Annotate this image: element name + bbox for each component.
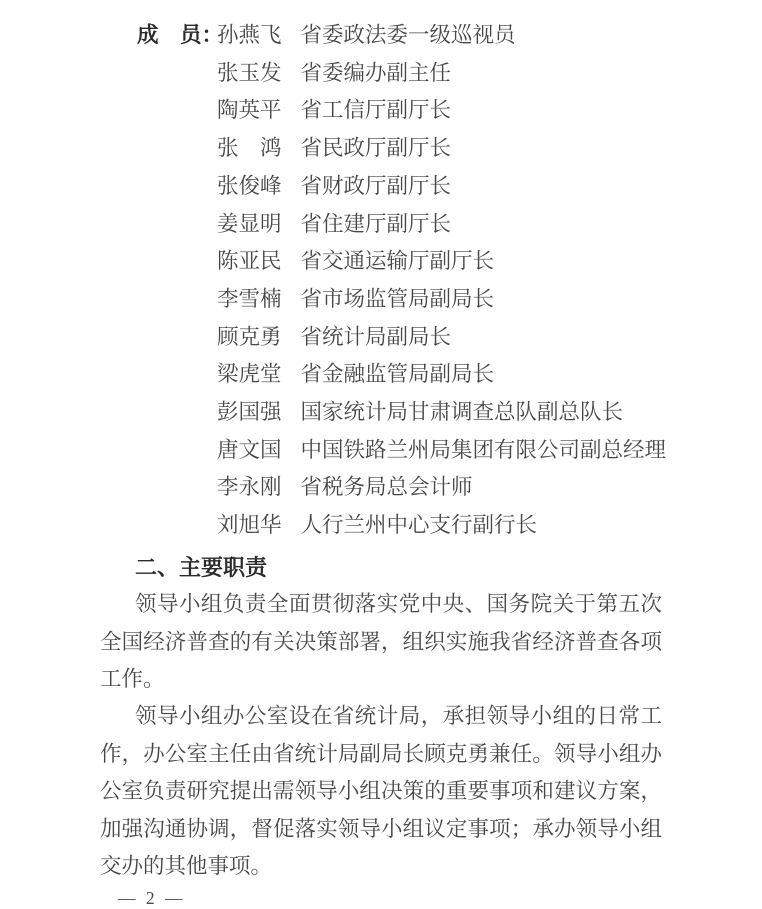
member-row xyxy=(217,168,662,206)
member-name: 陈亚民 xyxy=(217,249,282,274)
member-name: 姜显明 xyxy=(217,211,282,236)
member-title: 省金融监管局副局长 xyxy=(300,362,495,387)
member-title: 省财政厅副厅长 xyxy=(300,173,452,198)
member-row xyxy=(217,243,662,281)
member-name: 唐文国 xyxy=(217,437,282,462)
member-row xyxy=(217,281,662,319)
member-title: 省工信厅副厅长 xyxy=(300,98,452,123)
member-row xyxy=(137,17,662,55)
member-title: 省住建厅副厅长 xyxy=(300,211,452,236)
section-heading: 二、主要职责 xyxy=(135,554,268,580)
member-row xyxy=(217,432,667,470)
member-row xyxy=(217,55,662,93)
member-title: 省委编办副主任 xyxy=(300,60,452,85)
member-row xyxy=(217,206,662,244)
member-name: 刘旭华 xyxy=(217,513,282,538)
member-row xyxy=(217,319,662,357)
member-row xyxy=(217,356,662,394)
member-row xyxy=(217,394,662,432)
member-title: 中国铁路兰州局集团有限公司副总经理 xyxy=(300,437,667,462)
member-title: 人行兰州中心支行副行长 xyxy=(300,513,538,538)
member-title: 省市场监管局副局长 xyxy=(300,286,495,311)
paragraph-responsibility-1: 领导小组负责全面贯彻落实党中央、国务院关于第五次全国经济普查的有关决策部署，组织实施我省经济普查各项工作。 xyxy=(100,592,662,692)
member-name: 顾克勇 xyxy=(217,324,282,349)
member-title: 国家统计局甘肃调查总队副总队长 xyxy=(300,400,624,425)
member-title: 省民政厅副厅长 xyxy=(300,136,452,161)
member-role-label: 成 员： xyxy=(137,23,224,47)
member-name: 张玉发 xyxy=(217,60,282,85)
member-title: 省税务局总会计师 xyxy=(300,475,473,500)
member-name: 孙燕飞 xyxy=(217,23,282,47)
member-name: 张 鸿 xyxy=(217,136,282,161)
member-row xyxy=(217,507,662,545)
member-name: 梁虎堂 xyxy=(217,362,282,387)
member-title: 省委政法委一级巡视员 xyxy=(300,23,516,47)
member-name: 李雪楠 xyxy=(217,286,282,311)
member-name: 李永刚 xyxy=(217,475,282,500)
member-name: 彭国强 xyxy=(217,400,282,425)
member-title: 省统计局副局长 xyxy=(300,324,452,349)
paragraph-responsibility-2: 领导小组办公室设在省统计局，承担领导小组的日常工作，办公室主任由省统计局副局长顾克勇兼任。领导小组办公室负责研究提出需领导小组决策的重要事项和建议方案，加强沟通协调，督促落实领导小组议定事项；承办领导小组交办的其他事项。 xyxy=(100,704,662,879)
member-name: 张俊峰 xyxy=(217,173,282,198)
member-row xyxy=(217,92,662,130)
member-row xyxy=(217,130,662,168)
member-list xyxy=(100,17,667,545)
member-title: 省交通运输厅副厅长 xyxy=(300,249,495,274)
page-number: — 2 — xyxy=(118,887,186,908)
member-name: 陶英平 xyxy=(217,98,282,123)
member-row xyxy=(217,469,662,507)
